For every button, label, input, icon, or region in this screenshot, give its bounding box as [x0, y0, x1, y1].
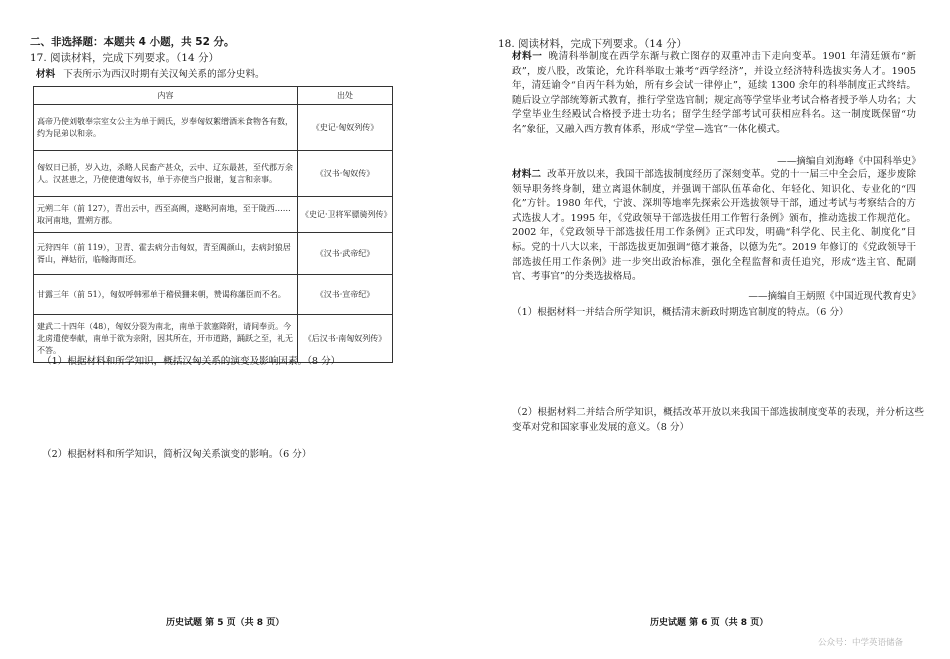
table-cell-source: 《汉书·宣帝纪》	[298, 275, 393, 315]
table-row	[34, 197, 393, 233]
question-17-part-2: （2）根据材料和所学知识，简析汉匈关系演变的影响。（6 分）	[42, 449, 312, 460]
question-17-part-1: （1）根据材料和所学知识，概括汉匈关系的演变及影响因素。（8 分）	[42, 356, 341, 367]
material-2-paragraph	[512, 168, 916, 285]
material-1-source: ——摘编自刘海峰《中国科举史》	[777, 156, 921, 167]
material-intro	[36, 66, 265, 80]
table-cell-source: 《史记·卫将军骠骑列传》	[298, 197, 393, 233]
material-2-source: ——摘编自王炳照《中国近现代教育史》	[748, 291, 921, 302]
material-1-label: 材料一	[512, 51, 543, 62]
table-cell-source: 《史记·匈奴列传》	[298, 105, 393, 151]
question-18-part-1: （1）根据材料一并结合所学知识，概括清末新政时期选官制度的特点。（6 分）	[512, 307, 849, 318]
table-header-row	[34, 87, 393, 105]
table-cell-source: 《汉书·武帝纪》	[298, 233, 393, 275]
table-header-source: 出处	[298, 87, 393, 105]
page-footer-right: 历史试题 第 6 页（共 8 页）	[650, 618, 769, 628]
material-2-label: 材料二	[512, 169, 542, 180]
watermark: 公众号：中学英语储备	[818, 638, 904, 648]
source-table	[33, 86, 393, 363]
table-cell-content: 建武二十四年（48），匈奴分裂为南北，南单于款塞降附，请间奉贡。今北虏遣使奉献，南单于欲为亲附，因其所在，开市道路，踊跃之至，礼无不答。	[34, 315, 298, 363]
table-cell-content: 元朔二年（前 127），青出云中，西至高阙，遂略河南地，至于陇西……取河南地，置朔方郡。	[34, 197, 298, 233]
section-title: 二、非选择题：本题共 4 小题，共 52 分。	[30, 36, 235, 48]
page-footer-left: 历史试题 第 5 页（共 8 页）	[166, 618, 285, 628]
material-label: 材料	[36, 69, 56, 80]
table-cell-source: 《后汉书·南匈奴列传》	[298, 315, 393, 363]
table-row	[34, 105, 393, 151]
table-cell-content: 高帝乃使刘敬奉宗室女公主为单于阏氏，岁奉匈奴絮缯酒米食物各有数，约为昆弟以和亲。	[34, 105, 298, 151]
material-intro-text: 下表所示为西汉时期有关汉匈关系的部分史料。	[63, 69, 265, 80]
table-row	[34, 151, 393, 197]
table-cell-source: 《汉书·匈奴传》	[298, 151, 393, 197]
question-18-part-2: （2）根据材料二并结合所学知识，概括改革开放以来我国干部选拔制度变革的表现，并分析这些变革对党和国家事业发展的意义。（8 分）	[512, 407, 924, 433]
material-1-paragraph	[512, 50, 916, 138]
table-cell-content: 元狩四年（前 119），卫青、霍去病分击匈奴，青至阗颜山，去病封狼居胥山，禅姑衍，临翰海而还。	[34, 233, 298, 275]
table-row	[34, 275, 393, 315]
table-row	[34, 233, 393, 275]
table-cell-content: 甘露三年（前 51），匈奴呼韩邪单于稽侯狦来朝，赞谒称藩臣而不名。	[34, 275, 298, 315]
table-header-content: 内容	[34, 87, 298, 105]
question-17-heading: 17. 阅读材料，完成下列要求。（14 分）	[30, 52, 219, 64]
question-18-heading: 18. 阅读材料，完成下列要求。（14 分）	[498, 38, 687, 50]
material-2-text: 改革开放以来，我国干部选拔制度经历了深刻变革。党的十一届三中全会后，逐步废除领导职务终身制，建立离退休制度，并强调干部队伍革命化、年轻化、知识化、专业化的“四化”方针。1980 年代，宁波、深圳等地率先探索公开选拔领导干部，通过考试与考察结合的方式选拔人才。1995 年，《党政领导干部选拔任用工作暂行条例》颁布，推动选拔工作规范化。2002 年，《党政领导干部选拔任用工作条例》正式印发，明确“科学化、民主化、制度化”目标。党的十八大以来，干部选拔更加强调“德才兼备，以德为先”。2019 年修订的《党政领导干部选拔任用工作条例》进一步突出政治标准，强化全程监督和责任追究，形成“选主官、配副官、考事官”的分类选拔格局。	[512, 169, 917, 283]
material-1-text: 晚清科举制度在西学东渐与救亡图存的双重冲击下走向变革。1901 年清廷颁布“新政”，废八股，改策论，允许科举取士兼考“西学经济”，并设立经济特科选拔实务人才。1905 年，清廷谕令“自丙午科为始，所有乡会试一律停止”，延续 1300 余年的科举制度正式终结。随后设立学部统筹新式教育，推行学堂选官制；规定高等学堂毕业考试合格者授予举人功名；大学堂毕业生经殿试合格授予进士功名；留学生经学部考试可获相应科名。这一制度既保留“功名”象征，又融入西方教育体系，形成“学堂—选官”一体化模式。	[512, 51, 917, 135]
table-cell-content: 匈奴日已骄，岁入边，杀略人民畜产甚众，云中、辽东最甚，至代郡万余人。汉甚患之，乃使使遗匈奴书，单于亦使当户报谢，复言和亲事。	[34, 151, 298, 197]
